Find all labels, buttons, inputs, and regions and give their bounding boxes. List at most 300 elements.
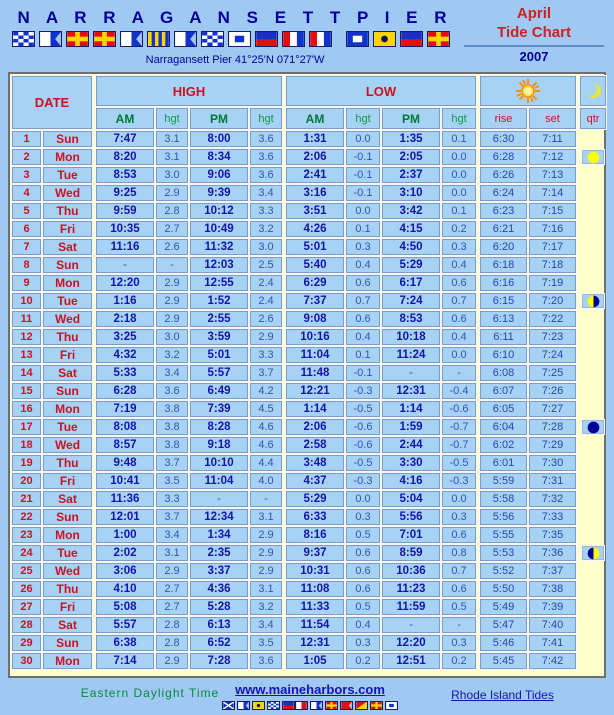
- low-pm-height: 0.7: [442, 563, 476, 579]
- high-pm-height: 2.4: [250, 275, 282, 291]
- day-name: Mon: [43, 401, 92, 417]
- moon-phase-empty: [581, 131, 605, 147]
- sunrise-time: 6:30: [480, 131, 527, 147]
- signal-flag-e-icon: [255, 31, 278, 47]
- signal-flag-a-icon: [39, 31, 62, 47]
- moon-phase-empty: [581, 455, 605, 471]
- high-pm-height: 3.3: [250, 347, 282, 363]
- low-pm-time: 12:31: [382, 383, 440, 399]
- date-number: 6: [12, 221, 41, 237]
- high-am-time: 12:01: [96, 509, 154, 525]
- moon-phase-empty: [581, 491, 605, 507]
- high-pm-time: 5:57: [190, 365, 248, 381]
- low-am-height: 0.6: [346, 563, 380, 579]
- moon-phase-empty: [581, 275, 605, 291]
- high-pm-height: 3.3: [250, 203, 282, 219]
- date-number: 29: [12, 635, 41, 651]
- high-am-time: 9:25: [96, 185, 154, 201]
- low-am-time: 3:51: [286, 203, 344, 219]
- signal-flag-e-icon: [282, 701, 295, 710]
- high-pm-time: -: [190, 491, 248, 507]
- day-name: Sat: [43, 239, 92, 255]
- date-number: 24: [12, 545, 41, 561]
- high-am-time: -: [96, 257, 154, 273]
- low-pm-time: 3:30: [382, 455, 440, 471]
- date-number: 4: [12, 185, 41, 201]
- date-number: 18: [12, 437, 41, 453]
- low-am-height: 0.4: [346, 617, 380, 633]
- low-am-height: 0.0: [346, 491, 380, 507]
- high-pm-time: 2:35: [190, 545, 248, 561]
- sunrise-time: 5:52: [480, 563, 527, 579]
- high-body: [96, 131, 282, 669]
- sunrise-time: 6:13: [480, 311, 527, 327]
- sunset-time: 7:23: [529, 329, 576, 345]
- high-pm-time: 8:28: [190, 419, 248, 435]
- moon-phase-last-quarter-icon: [581, 293, 605, 309]
- high-am-height: 3.7: [156, 455, 188, 471]
- moon-group: [580, 76, 606, 674]
- low-am-hgt-header: hgt: [346, 108, 380, 129]
- high-am-height: 2.9: [156, 185, 188, 201]
- low-am-height: 0.0: [346, 203, 380, 219]
- low-am-time: 12:31: [286, 635, 344, 651]
- sunset-time: 7:24: [529, 347, 576, 363]
- sunrise-time: 6:11: [480, 329, 527, 345]
- date-number: 21: [12, 491, 41, 507]
- moon-phase-empty: [581, 185, 605, 201]
- moon-phase-first-quarter-icon: [581, 545, 605, 561]
- high-am-height: 2.9: [156, 311, 188, 327]
- high-am-time: 6:28: [96, 383, 154, 399]
- divider-rule: [464, 45, 604, 47]
- signal-flag-n-icon: [201, 31, 224, 47]
- low-am-height: -0.6: [346, 419, 380, 435]
- date-number: 30: [12, 653, 41, 669]
- sunset-time: 7:13: [529, 167, 576, 183]
- low-pm-height: 0.0: [442, 149, 476, 165]
- sunset-time: 7:40: [529, 617, 576, 633]
- moon-phase-empty: [581, 239, 605, 255]
- sunset-time: 7:15: [529, 203, 576, 219]
- low-pm-height: 0.3: [442, 239, 476, 255]
- low-am-time: 1:14: [286, 401, 344, 417]
- high-pm-time: 12:03: [190, 257, 248, 273]
- day-name: Fri: [43, 347, 92, 363]
- day-name: Sat: [43, 365, 92, 381]
- sunrise-time: 6:18: [480, 257, 527, 273]
- low-pm-time: 11:23: [382, 581, 440, 597]
- moon-phase-empty: [581, 329, 605, 345]
- day-name: Mon: [43, 149, 92, 165]
- high-am-header: AM: [96, 108, 154, 129]
- signal-flag-a-icon: [120, 31, 143, 47]
- footer-flags-word2: [295, 701, 398, 710]
- high-am-time: 5:57: [96, 617, 154, 633]
- high-pm-height: 2.9: [250, 545, 282, 561]
- high-pm-header: PM: [190, 108, 248, 129]
- page-title: N A R R A G A N S E T T P I E R: [17, 8, 453, 27]
- low-am-height: 0.3: [346, 239, 380, 255]
- sunrise-time: 5:50: [480, 581, 527, 597]
- footer-flags-word1: [222, 701, 295, 710]
- signal-flags-word2: [346, 31, 450, 47]
- high-am-height: 3.6: [156, 383, 188, 399]
- low-pm-height: 0.5: [442, 599, 476, 615]
- high-pm-time: 6:13: [190, 617, 248, 633]
- high-am-height: 2.9: [156, 293, 188, 309]
- day-name: Thu: [43, 455, 92, 471]
- sunset-time: 7:39: [529, 599, 576, 615]
- high-am-height: 3.4: [156, 527, 188, 543]
- high-pm-height: 3.7: [250, 365, 282, 381]
- signal-flag-b-icon: [340, 701, 353, 710]
- low-am-height: 0.1: [346, 347, 380, 363]
- high-am-time: 9:48: [96, 455, 154, 471]
- sunset-time: 7:35: [529, 527, 576, 543]
- high-pm-height: 3.5: [250, 635, 282, 651]
- high-am-height: 3.1: [156, 131, 188, 147]
- low-pm-time: 11:24: [382, 347, 440, 363]
- high-pm-height: 2.9: [250, 527, 282, 543]
- low-am-height: -0.1: [346, 149, 380, 165]
- high-pm-time: 4:36: [190, 581, 248, 597]
- moon-phase-empty: [581, 203, 605, 219]
- high-pm-time: 3:59: [190, 329, 248, 345]
- low-pm-time: 3:10: [382, 185, 440, 201]
- high-am-time: 2:18: [96, 311, 154, 327]
- day-name: Sun: [43, 635, 92, 651]
- low-pm-height: 0.0: [442, 185, 476, 201]
- high-pm-time: 10:10: [190, 455, 248, 471]
- high-am-time: 1:00: [96, 527, 154, 543]
- day-name: Sat: [43, 491, 92, 507]
- rhode-island-tides-link[interactable]: Rhode Island Tides: [451, 688, 554, 702]
- high-pm-time: 6:52: [190, 635, 248, 651]
- high-am-time: 3:06: [96, 563, 154, 579]
- low-pm-height: 0.0: [442, 491, 476, 507]
- high-am-time: 8:53: [96, 167, 154, 183]
- high-am-height: 3.0: [156, 167, 188, 183]
- sunset-time: 7:27: [529, 401, 576, 417]
- moon-phase-empty: [581, 581, 605, 597]
- low-am-height: -0.6: [346, 437, 380, 453]
- high-pm-height: 3.1: [250, 581, 282, 597]
- tide-table: [8, 72, 606, 678]
- low-am-time: 11:33: [286, 599, 344, 615]
- high-am-height: 3.7: [156, 509, 188, 525]
- sunrise-time: 5:47: [480, 617, 527, 633]
- low-am-height: 0.6: [346, 311, 380, 327]
- low-group: [286, 76, 476, 674]
- low-am-height: -0.3: [346, 383, 380, 399]
- low-pm-time: 4:50: [382, 239, 440, 255]
- sunset-time: 7:37: [529, 563, 576, 579]
- sunrise-time: 5:56: [480, 509, 527, 525]
- low-pm-height: -0.4: [442, 383, 476, 399]
- moon-phase-empty: [581, 437, 605, 453]
- day-name: Mon: [43, 527, 92, 543]
- high-pm-height: 4.4: [250, 455, 282, 471]
- signal-flag-r-icon: [370, 701, 383, 710]
- low-pm-height: 0.6: [442, 527, 476, 543]
- high-am-height: 3.5: [156, 473, 188, 489]
- maineharbors-link[interactable]: www.maineharbors.com: [235, 682, 385, 697]
- low-am-header: AM: [286, 108, 344, 129]
- day-name: Fri: [43, 599, 92, 615]
- sunset-time: 7:33: [529, 509, 576, 525]
- high-am-height: 2.7: [156, 599, 188, 615]
- low-pm-time: 7:01: [382, 527, 440, 543]
- high-am-height: 3.1: [156, 149, 188, 165]
- sunset-time: 7:32: [529, 491, 576, 507]
- month-label: April: [516, 5, 552, 22]
- high-am-height: 3.0: [156, 329, 188, 345]
- low-am-time: 6:29: [286, 275, 344, 291]
- day-name: Wed: [43, 185, 92, 201]
- low-am-time: 7:37: [286, 293, 344, 309]
- sunset-time: 7:14: [529, 185, 576, 201]
- signal-flag-r-icon: [93, 31, 116, 47]
- high-pm-height: 2.9: [250, 563, 282, 579]
- sun-header-cell: [480, 76, 576, 106]
- day-name: Sun: [43, 509, 92, 525]
- moon-phase-empty: [581, 401, 605, 417]
- low-pm-height: 0.6: [442, 311, 476, 327]
- high-pm-time: 7:39: [190, 401, 248, 417]
- low-pm-time: 7:24: [382, 293, 440, 309]
- low-pm-time: 11:59: [382, 599, 440, 615]
- date-number: 14: [12, 365, 41, 381]
- date-number: 22: [12, 509, 41, 525]
- moon-phase-empty: [581, 527, 605, 543]
- date-number: 11: [12, 311, 41, 327]
- low-pm-height: 0.7: [442, 293, 476, 309]
- high-group: [96, 76, 282, 674]
- low-pm-height: 0.4: [442, 257, 476, 273]
- high-am-time: 5:08: [96, 599, 154, 615]
- high-am-height: 3.1: [156, 545, 188, 561]
- signal-flag-i-icon: [373, 31, 396, 47]
- sunset-time: 7:36: [529, 545, 576, 561]
- date-number: 5: [12, 203, 41, 219]
- day-name: Tue: [43, 167, 92, 183]
- high-am-height: 2.7: [156, 581, 188, 597]
- high-am-height: 2.8: [156, 617, 188, 633]
- signal-flags-word1: [12, 31, 332, 47]
- sunset-time: 7:16: [529, 221, 576, 237]
- low-am-time: 3:48: [286, 455, 344, 471]
- sunrise-time: 6:02: [480, 437, 527, 453]
- date-group: [12, 76, 92, 674]
- moon-phase-empty: [581, 617, 605, 633]
- date-number: 25: [12, 563, 41, 579]
- low-am-height: 0.5: [346, 527, 380, 543]
- crescent-moon-icon: [584, 82, 602, 100]
- low-am-height: 0.2: [346, 653, 380, 669]
- low-pm-height: 0.1: [442, 131, 476, 147]
- sunset-time: 7:19: [529, 275, 576, 291]
- sunrise-time: 5:55: [480, 527, 527, 543]
- date-column-header: DATE: [12, 76, 92, 129]
- moon-phase-empty: [581, 365, 605, 381]
- low-am-time: 5:01: [286, 239, 344, 255]
- high-pm-height: 3.1: [250, 509, 282, 525]
- date-number: 27: [12, 599, 41, 615]
- high-pm-height: 3.2: [250, 221, 282, 237]
- high-pm-time: 9:18: [190, 437, 248, 453]
- low-am-time: 1:05: [286, 653, 344, 669]
- sunrise-time: 5:53: [480, 545, 527, 561]
- sun-icon: [515, 78, 541, 104]
- low-pm-height: 0.2: [442, 653, 476, 669]
- date-number: 20: [12, 473, 41, 489]
- low-pm-height: -: [442, 365, 476, 381]
- moon-phase-empty: [581, 509, 605, 525]
- low-pm-height: 0.6: [442, 275, 476, 291]
- date-number: 8: [12, 257, 41, 273]
- high-pm-time: 9:39: [190, 185, 248, 201]
- date-number: 13: [12, 347, 41, 363]
- sunrise-time: 6:16: [480, 275, 527, 291]
- high-am-height: -: [156, 257, 188, 273]
- rise-header: rise: [480, 108, 527, 129]
- high-am-time: 7:47: [96, 131, 154, 147]
- high-header: HIGH: [96, 76, 282, 106]
- site-link-block: [228, 681, 392, 710]
- high-pm-hgt-header: hgt: [250, 108, 282, 129]
- low-am-time: 11:04: [286, 347, 344, 363]
- low-am-time: 5:40: [286, 257, 344, 273]
- sunrise-time: 6:21: [480, 221, 527, 237]
- high-am-height: 2.9: [156, 275, 188, 291]
- signal-flag-o-icon: [355, 701, 368, 710]
- low-am-time: 11:48: [286, 365, 344, 381]
- station-coordinates: Narragansett Pier 41°25'N 071°27'W: [145, 54, 325, 66]
- low-am-height: -0.1: [346, 167, 380, 183]
- signal-flag-g-icon: [147, 31, 170, 47]
- signal-flags-title: [12, 31, 450, 47]
- high-pm-height: 2.6: [250, 311, 282, 327]
- high-am-time: 8:08: [96, 419, 154, 435]
- moon-phase-empty: [581, 383, 605, 399]
- low-pm-height: 0.8: [442, 545, 476, 561]
- low-pm-height: 0.1: [442, 203, 476, 219]
- low-pm-height: 0.0: [442, 347, 476, 363]
- high-am-height: 3.2: [156, 347, 188, 363]
- sunrise-time: 6:20: [480, 239, 527, 255]
- low-am-time: 2:58: [286, 437, 344, 453]
- signal-flag-a-icon: [174, 31, 197, 47]
- sunrise-time: 5:46: [480, 635, 527, 651]
- high-am-height: 2.8: [156, 635, 188, 651]
- high-am-height: 2.8: [156, 203, 188, 219]
- signal-flag-t-icon: [282, 31, 305, 47]
- sunset-time: 7:38: [529, 581, 576, 597]
- low-pm-height: 0.2: [442, 221, 476, 237]
- day-name: Mon: [43, 653, 92, 669]
- low-am-height: 0.6: [346, 545, 380, 561]
- moon-phase-empty: [581, 167, 605, 183]
- high-am-time: 11:16: [96, 239, 154, 255]
- low-am-height: -0.5: [346, 401, 380, 417]
- high-am-time: 8:57: [96, 437, 154, 453]
- date-number: 19: [12, 455, 41, 471]
- sun-group: [480, 76, 576, 674]
- date-number: 7: [12, 239, 41, 255]
- day-name: Wed: [43, 311, 92, 327]
- signal-flag-n-icon: [267, 701, 280, 710]
- low-pm-time: 10:36: [382, 563, 440, 579]
- day-name: Sat: [43, 617, 92, 633]
- low-pm-height: -0.7: [442, 419, 476, 435]
- high-am-height: 3.8: [156, 437, 188, 453]
- low-pm-time: 5:04: [382, 491, 440, 507]
- timezone-label: Eastern Daylight Time: [80, 686, 220, 700]
- high-pm-time: 5:01: [190, 347, 248, 363]
- month-block: [462, 5, 606, 64]
- low-am-height: 0.4: [346, 329, 380, 345]
- low-pm-time: 2:05: [382, 149, 440, 165]
- high-pm-height: -: [250, 491, 282, 507]
- low-am-height: 0.3: [346, 509, 380, 525]
- low-pm-height: 0.3: [442, 509, 476, 525]
- sunrise-time: 5:58: [480, 491, 527, 507]
- signal-flag-r-icon: [325, 701, 338, 710]
- low-pm-time: 1:14: [382, 401, 440, 417]
- low-pm-time: 1:59: [382, 419, 440, 435]
- date-number: 15: [12, 383, 41, 399]
- high-pm-time: 10:12: [190, 203, 248, 219]
- date-number: 12: [12, 329, 41, 345]
- high-pm-time: 7:28: [190, 653, 248, 669]
- signal-flag-s-icon: [385, 701, 398, 710]
- low-am-time: 9:37: [286, 545, 344, 561]
- sunset-time: 7:42: [529, 653, 576, 669]
- high-pm-height: 3.4: [250, 185, 282, 201]
- day-name: Thu: [43, 203, 92, 219]
- low-pm-time: 4:16: [382, 473, 440, 489]
- sunset-time: 7:17: [529, 239, 576, 255]
- low-am-time: 3:16: [286, 185, 344, 201]
- year-label: 2007: [519, 49, 549, 64]
- high-am-time: 6:38: [96, 635, 154, 651]
- date-number: 28: [12, 617, 41, 633]
- moon-phase-empty: [581, 599, 605, 615]
- high-pm-height: 4.6: [250, 437, 282, 453]
- signal-flag-t-icon: [309, 31, 332, 47]
- high-am-time: 4:32: [96, 347, 154, 363]
- signal-flag-m-icon: [222, 701, 235, 710]
- high-pm-height: 3.6: [250, 167, 282, 183]
- moon-phase-empty: [581, 635, 605, 651]
- high-am-height: 2.9: [156, 563, 188, 579]
- high-am-height: 3.8: [156, 401, 188, 417]
- low-am-height: -0.5: [346, 455, 380, 471]
- high-am-time: 11:36: [96, 491, 154, 507]
- high-pm-time: 12:34: [190, 509, 248, 525]
- day-name: Sun: [43, 257, 92, 273]
- high-am-hgt-header: hgt: [156, 108, 188, 129]
- high-pm-time: 1:34: [190, 527, 248, 543]
- high-pm-height: 4.0: [250, 473, 282, 489]
- sunrise-time: 6:04: [480, 419, 527, 435]
- date-number: 2: [12, 149, 41, 165]
- low-am-time: 2:06: [286, 419, 344, 435]
- high-am-height: 2.9: [156, 653, 188, 669]
- high-am-height: 3.4: [156, 365, 188, 381]
- date-number: 23: [12, 527, 41, 543]
